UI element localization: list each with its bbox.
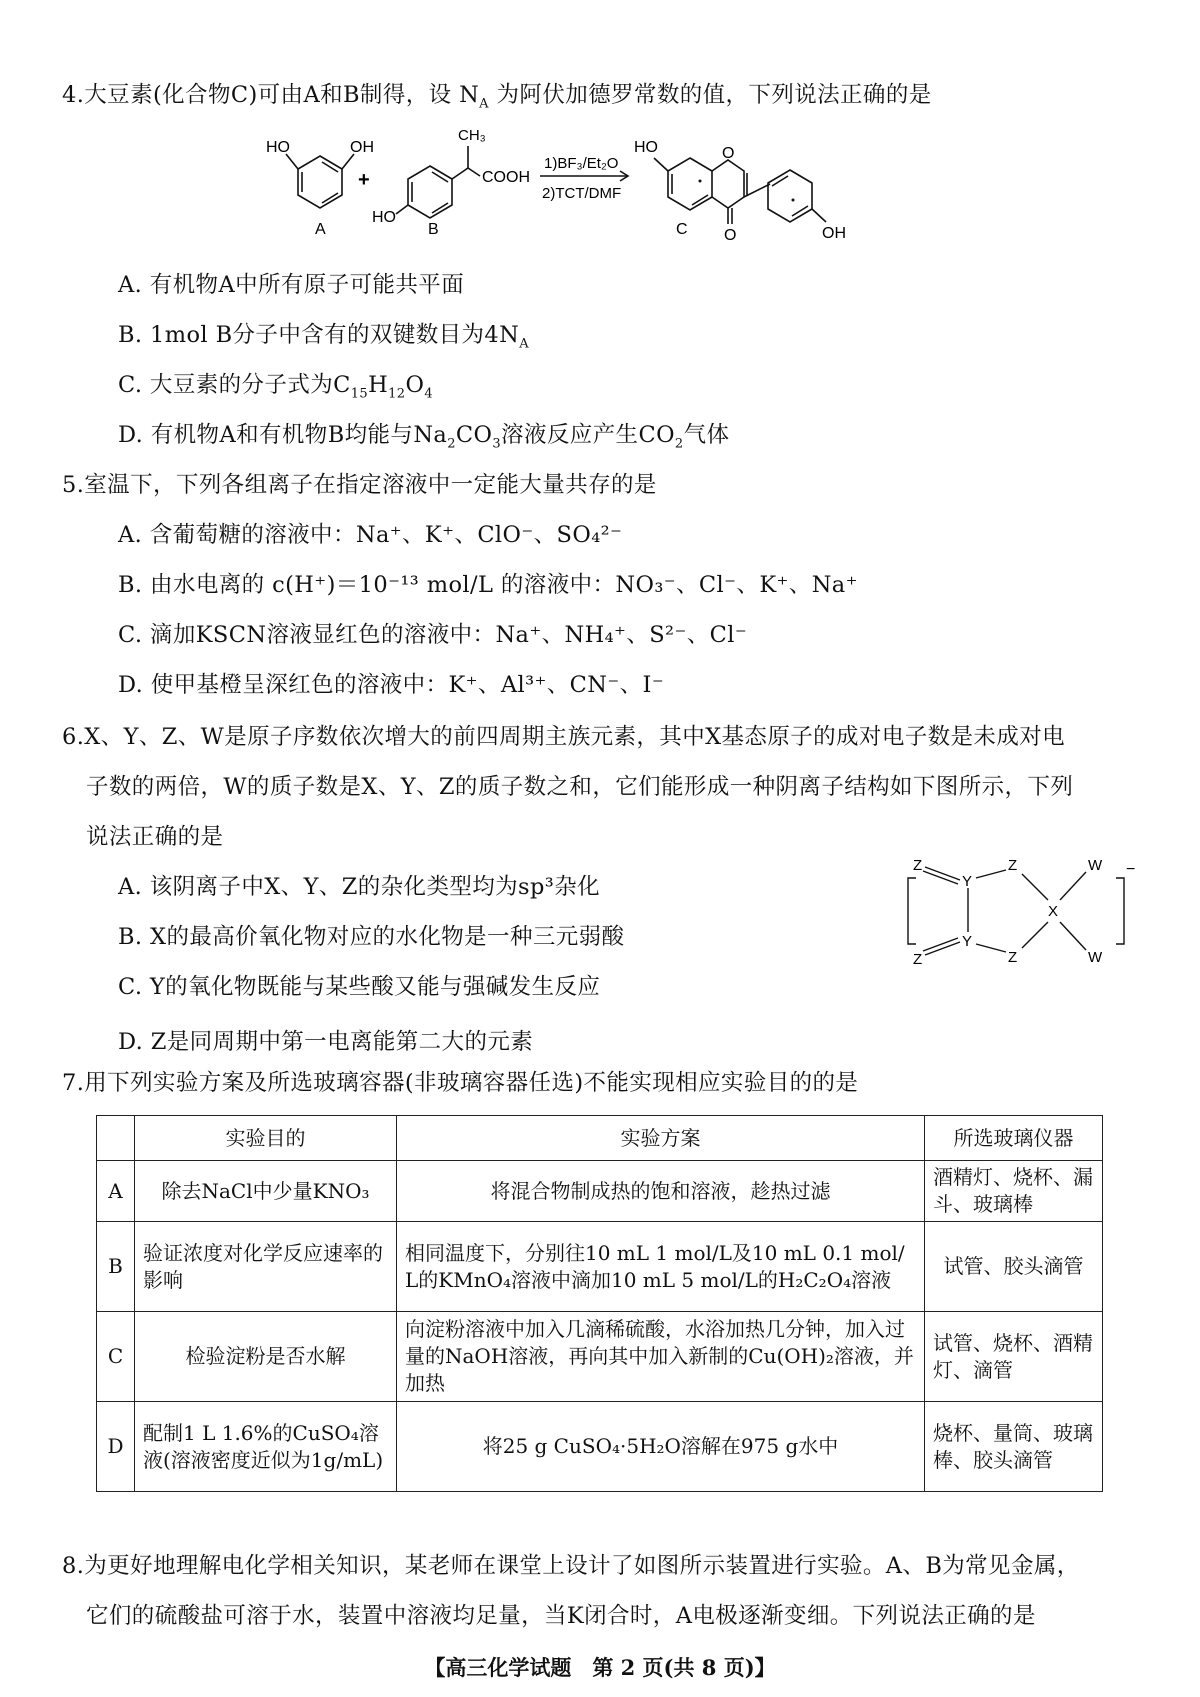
q7-experiment-table <box>96 1115 1103 1492</box>
table-row <box>97 1161 1103 1222</box>
condition-2: 2)TCT/DMF <box>542 185 622 202</box>
procedure-cell: 相同温度下，分别往10 mL 1 mol/L及10 mL 0.1 mol/L的KMnO₄溶液中滴加10 mL 5 mol/L的H₂C₂O₄溶液 <box>397 1222 925 1312</box>
table-header-cell: 实验目的 <box>135 1116 397 1161</box>
y-atom-label: Y <box>962 933 973 950</box>
page-footer: 【高三化学试题 第 2 页(共 8 页)】 <box>424 1655 776 1680</box>
a-ho-label: HO <box>266 139 290 156</box>
purpose-cell: 除去NaCl中少量KNO₃ <box>135 1161 397 1222</box>
q4-reaction-scheme <box>250 118 930 258</box>
procedure-cell: 向淀粉溶液中加入几滴稀硫酸，水浴加热几分钟，加入过量的NaOH溶液，再向其中加入新制的Cu(OH)₂溶液，并加热 <box>397 1312 925 1402</box>
q5-option-b: B. 由水电离的 c(H⁺)＝10⁻¹³ mol/L 的溶液中：NO₃⁻、Cl⁻、K⁺、Na⁺ <box>118 572 858 598</box>
q6-option-c: C. Y的氧化物既能与某些酸又能与强碱发生反应 <box>118 974 601 1000</box>
y-atom-label: Y <box>962 873 973 890</box>
glassware-cell: 试管、烧杯、酒精灯、滴管 <box>925 1312 1103 1402</box>
table-header-row <box>97 1116 1103 1161</box>
row-label-cell: D <box>97 1402 135 1492</box>
x-atom-label: X <box>1048 903 1059 920</box>
purpose-cell: 检验淀粉是否水解 <box>135 1312 397 1402</box>
c-label: C <box>676 221 688 238</box>
q5-stem: 5.室温下，下列各组离子在指定溶液中一定能大量共存的是 <box>62 472 657 498</box>
row-label-cell: B <box>97 1222 135 1312</box>
glassware-cell: 酒精灯、烧杯、漏斗、玻璃棒 <box>925 1161 1103 1222</box>
q6-option-d: D. Z是同周期中第一电离能第二大的元素 <box>118 1029 534 1055</box>
anion-charge: − <box>1126 861 1136 878</box>
purpose-cell: 验证浓度对化学反应速率的影响 <box>135 1222 397 1312</box>
q6-stem-line3: 说法正确的是 <box>86 824 224 850</box>
q4-option-d: D. 有机物A和有机物B均能与$Na_2CO_3$溶液反应产生$CO_2$气体 <box>118 422 730 452</box>
b-cooh-label: COOH <box>482 169 530 186</box>
z-atom-label: Z <box>913 857 923 874</box>
w-atom-label: W <box>1088 857 1103 874</box>
q5-option-c: C. 滴加KSCN溶液显红色的溶液中：Na⁺、NH₄⁺、S²⁻、Cl⁻ <box>118 622 748 648</box>
q5-option-d: D. 使甲基橙呈深红色的溶液中：K⁺、Al³⁺、CN⁻、I⁻ <box>118 672 665 698</box>
a-label: A <box>315 221 326 238</box>
anion-structure-diagram <box>898 848 1138 978</box>
z-atom-label: Z <box>913 951 923 968</box>
q8-stem-line1: 8.为更好地理解电化学相关知识，某老师在课堂上设计了如图所示装置进行实验。A、B为常见金属， <box>62 1553 1080 1579</box>
table-row <box>97 1222 1103 1312</box>
z-atom-label: Z <box>1008 857 1018 874</box>
q4-option-a: A. 有机物A中所有原子可能共平面 <box>118 272 465 298</box>
procedure-cell: 将混合物制成热的饱和溶液，趁热过滤 <box>397 1161 925 1222</box>
table-row <box>97 1312 1103 1402</box>
condition-1: 1)BF₃/Et₂O <box>544 155 619 172</box>
table-header-cell <box>97 1116 135 1161</box>
b-label: B <box>428 221 439 238</box>
table-row <box>97 1402 1103 1492</box>
a-oh-label: OH <box>350 139 374 156</box>
c-ho-label: HO <box>634 139 658 156</box>
q6-stem-line2: 子数的两倍，W的质子数是X、Y、Z的质子数之和，它们能形成一种阴离子结构如下图所示，下列 <box>86 774 1074 800</box>
q4-stem: 4.大豆素(化合物C)可由A和B制得，设 $N_A$ 为阿伏加德罗常数的值，下列说法正确的是 <box>62 82 932 112</box>
c-oh-label: OH <box>822 225 846 242</box>
table-header-cell: 实验方案 <box>397 1116 925 1161</box>
c-ring-o-label: O <box>722 145 735 162</box>
plus-sign: + <box>358 169 370 191</box>
z-atom-label: Z <box>1008 949 1018 966</box>
q6-stem-line1: 6.X、Y、Z、W是原子序数依次增大的前四周期主族元素，其中X基态原子的成对电子数是未成对电 <box>62 724 1066 750</box>
b-ch3-label: CH₃ <box>458 127 486 144</box>
glassware-cell: 烧杯、量筒、玻璃棒、胶头滴管 <box>925 1402 1103 1492</box>
glassware-cell: 试管、胶头滴管 <box>925 1222 1103 1312</box>
b-ho-label: HO <box>372 209 396 226</box>
procedure-cell: 将25 g CuSO₄·5H₂O溶解在975 g水中 <box>397 1402 925 1492</box>
q5-option-a: A. 含葡萄糖的溶液中：Na⁺、K⁺、ClO⁻、SO₄²⁻ <box>118 522 623 548</box>
purpose-cell: 配制1 L 1.6%的CuSO₄溶液(溶液密度近似为1g/mL) <box>135 1402 397 1492</box>
q6-option-b: B. X的最高价氧化物对应的水化物是一种三元弱酸 <box>118 924 625 950</box>
row-label-cell: A <box>97 1161 135 1222</box>
w-atom-label: W <box>1088 949 1103 966</box>
q6-option-a: A. 该阴离子中X、Y、Z的杂化类型均为sp³杂化 <box>118 874 601 900</box>
row-label-cell: C <box>97 1312 135 1402</box>
q8-stem-line2: 它们的硫酸盐可溶于水，装置中溶液均足量，当K闭合时，A电极逐渐变细。下列说法正确的是 <box>86 1603 1036 1629</box>
q7-stem: 7.用下列实验方案及所选玻璃容器(非玻璃容器任选)不能实现相应实验目的的是 <box>62 1070 859 1096</box>
q4-option-c: C. 大豆素的分子式为$C_{15}H_{12}O_4$ <box>118 372 433 402</box>
c-keto-o-label: O <box>724 227 737 244</box>
table-header-cell: 所选玻璃仪器 <box>925 1116 1103 1161</box>
q4-option-b: B. 1mol B分子中含有的双键数目为$4N_A$ <box>118 322 530 352</box>
